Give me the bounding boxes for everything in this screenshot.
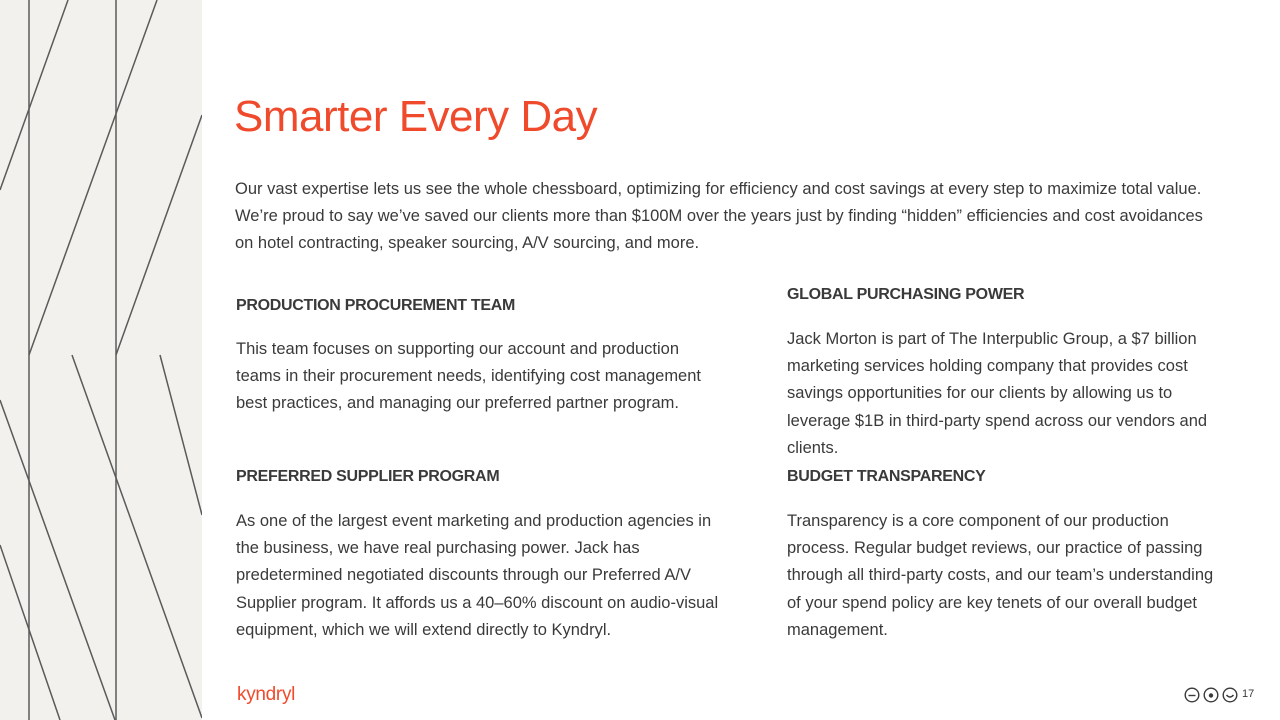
intro-paragraph: Our vast expertise lets us see the whole chessboard, optimizing for efficiency and cost savings at every step to maximize total value. We’re proud to say we’ve saved our clients more than $100M over the years just by finding “hidden” efficiencies and cost avoidances on hotel contracting, speaker sourcing, A/V sourcing, and more.	[235, 180, 1203, 252]
section-body: Jack Morton is part of The Interpublic Group, a $7 billion marketing services holding company that provides cost savings opportunities for our clients by allowing us to leverage $1B in third-party spend across our vendors and clients.	[787, 330, 1208, 457]
section-heading: BUDGET TRANSPARENCY	[787, 468, 986, 485]
face-dot-icon	[1203, 687, 1219, 703]
section-production-procurement-team	[236, 297, 716, 418]
decorative-lines-graphic	[0, 0, 202, 720]
face-smile-icon	[1222, 687, 1238, 703]
decorative-side-panel	[0, 0, 202, 720]
section-preferred-supplier-program	[236, 468, 736, 644]
section-budget-transparency	[787, 468, 1227, 644]
section-body: As one of the largest event marketing and production agencies in the business, we have real purchasing power. Jack has predetermined negotiated discounts through our Preferred A/V Supplier program. It affords us a 40–60% discount on audio-visual equipment, which we will extend directly to Kyndryl.	[236, 512, 719, 639]
slide-title: Smarter Every Day	[234, 92, 598, 141]
section-global-purchasing-power	[787, 286, 1227, 462]
section-heading: PRODUCTION PROCUREMENT TEAM	[236, 297, 516, 314]
section-heading: GLOBAL PURCHASING POWER	[787, 286, 1025, 303]
footer-icons	[1184, 687, 1238, 703]
page-number: 17	[1242, 688, 1255, 700]
kyndryl-logo: kyndryl	[237, 684, 296, 705]
section-body: Transparency is a core component of our production process. Regular budget reviews, our practice of passing through all third-party costs, and our team’s understanding of your spend policy are key tenets of our overall budget management.	[787, 512, 1214, 639]
section-heading: PREFERRED SUPPLIER PROGRAM	[236, 468, 500, 485]
section-body: This team focuses on supporting our account and production teams in their procurement needs, identifying cost management best practices, and managing our preferred partner program.	[236, 340, 701, 413]
face-icon	[1184, 687, 1200, 703]
